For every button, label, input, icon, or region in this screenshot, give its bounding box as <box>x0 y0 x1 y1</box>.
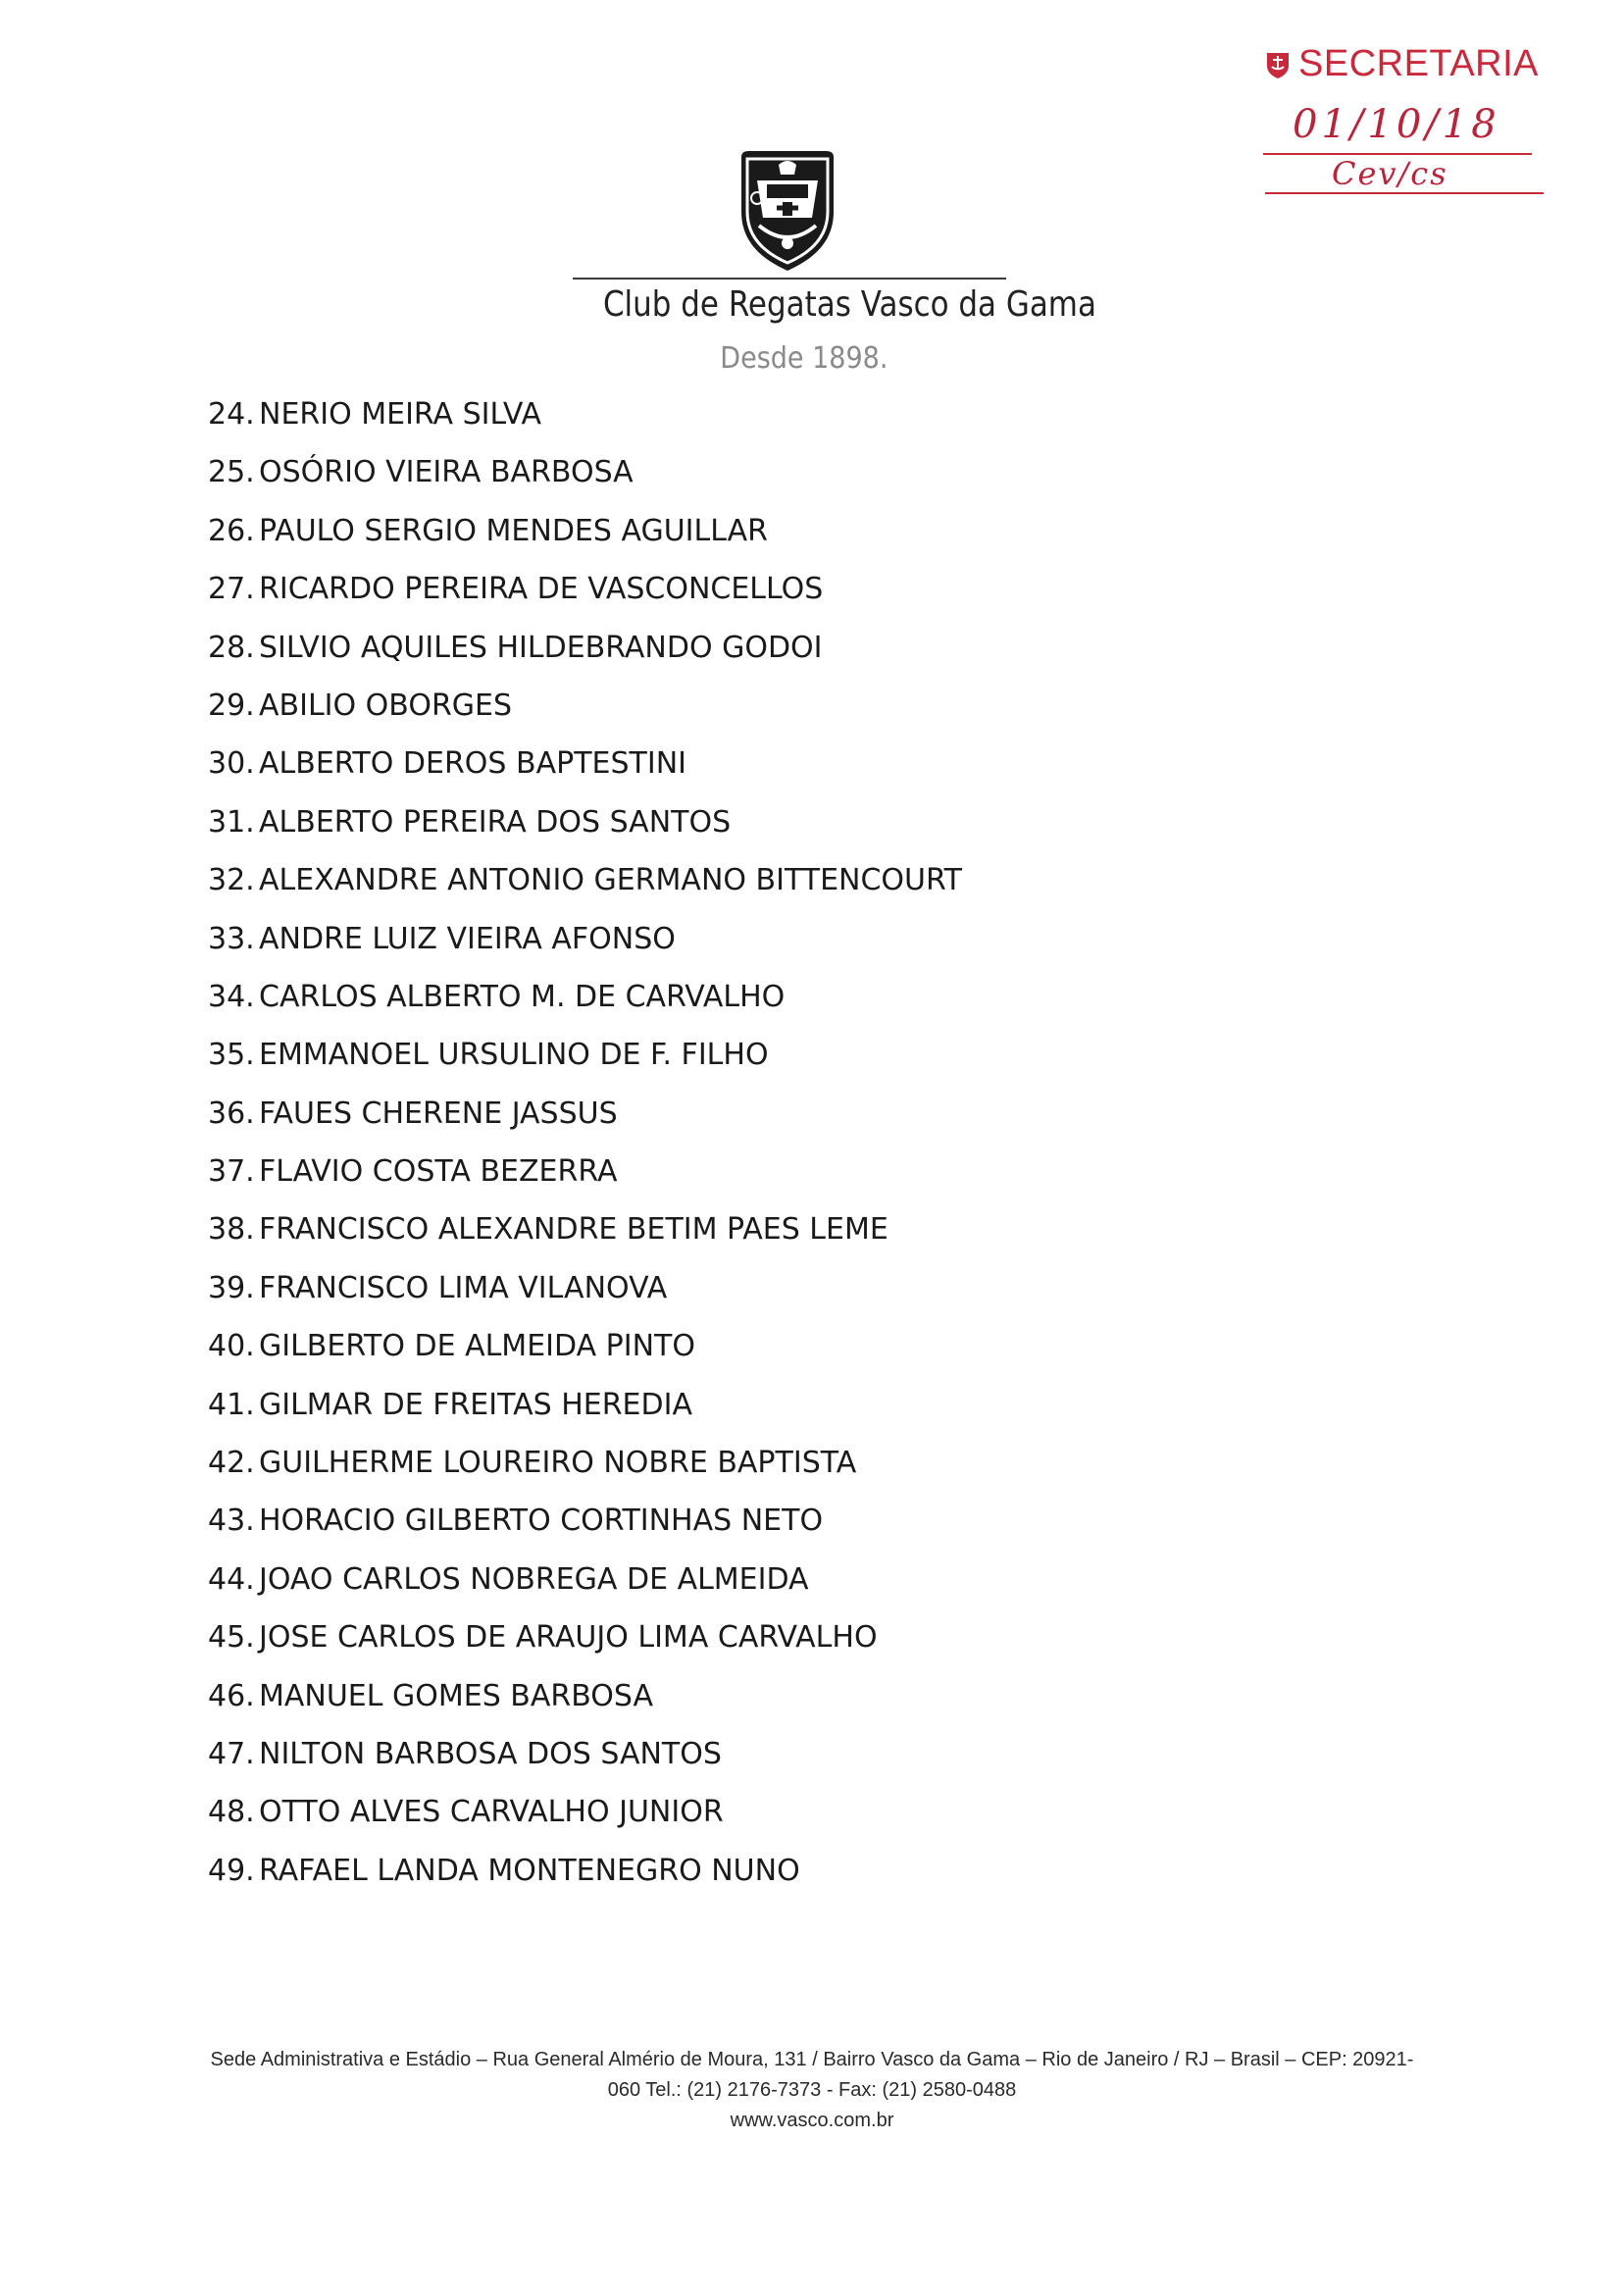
item-number: 45. <box>208 1620 255 1656</box>
list-item <box>208 798 962 856</box>
member-name: GUILHERME LOUREIRO NOBRE BAPTISTA <box>259 1446 857 1481</box>
list-item <box>208 1031 962 1089</box>
member-name: ALBERTO DEROS BAPTESTINI <box>259 746 686 782</box>
member-name: ALEXANDRE ANTONIO GERMANO BITTENCOURT <box>259 863 962 898</box>
crest-icon <box>1263 50 1293 79</box>
member-name: PAULO SERGIO MENDES AGUILLAR <box>259 513 768 548</box>
member-name: NERIO MEIRA SILVA <box>259 397 542 432</box>
member-name: EMMANOEL URSULINO DE F. FILHO <box>259 1038 769 1073</box>
footer-address: Sede Administrativa e Estádio – Rua General Almério de Moura, 131 / Bairro Vasco da Gama – Rio de Janeiro / RJ – Brasil – CEP: 20921- <box>210 2049 1414 2070</box>
item-number: 43. <box>208 1504 255 1539</box>
list-item <box>208 856 962 914</box>
member-name: SILVIO AQUILES HILDEBRANDO GODOI <box>259 630 823 665</box>
list-item <box>208 739 962 797</box>
club-name: Club de Regatas Vasco da Gama <box>602 284 1096 325</box>
list-item <box>208 1439 962 1497</box>
item-number: 46. <box>208 1678 255 1713</box>
member-name: FRANCISCO LIMA VILANOVA <box>259 1270 668 1305</box>
item-number: 39. <box>208 1270 255 1305</box>
member-name: GILBERTO DE ALMEIDA PINTO <box>259 1329 695 1364</box>
member-name: RICARDO PEREIRA DE VASCONCELLOS <box>259 572 824 607</box>
item-number: 36. <box>208 1096 255 1131</box>
list-item <box>208 565 962 623</box>
item-number: 34. <box>208 979 255 1014</box>
item-number: 29. <box>208 688 255 723</box>
item-number: 42. <box>208 1446 255 1481</box>
member-name: JOAO CARLOS NOBREGA DE ALMEIDA <box>259 1561 809 1597</box>
item-number: 26. <box>208 513 255 548</box>
page-footer <box>137 2045 1487 2136</box>
item-number: 28. <box>208 630 255 665</box>
list-item <box>208 1555 962 1613</box>
member-name: JOSE CARLOS DE ARAUJO LIMA CARVALHO <box>259 1620 878 1656</box>
member-name: MANUEL GOMES BARBOSA <box>259 1678 654 1713</box>
footer-contact: 060 Tel.: (21) 2176-7373 - Fax: (21) 2580-0488 <box>607 2079 1017 2101</box>
member-name: ABILIO OBORGES <box>259 688 513 723</box>
list-item <box>208 1788 962 1846</box>
list-item <box>208 1613 962 1671</box>
stamp-date: 01/10/18 <box>1293 102 1500 147</box>
item-number: 24. <box>208 397 255 432</box>
list-item <box>208 1264 962 1322</box>
member-name: FLAVIO COSTA BEZERRA <box>259 1154 618 1190</box>
list-item <box>208 1847 962 1905</box>
list-item <box>208 448 962 506</box>
member-list <box>208 390 962 1905</box>
member-name: CARLOS ALBERTO M. DE CARVALHO <box>259 979 786 1014</box>
item-number: 38. <box>208 1212 255 1248</box>
stamp-title <box>1263 43 1539 85</box>
member-name: FAUES CHERENE JASSUS <box>259 1096 618 1131</box>
stamp-initials: Cev/cs <box>1332 155 1448 192</box>
item-number: 40. <box>208 1329 255 1364</box>
stamp-title-text: SECRETARIA <box>1298 43 1540 84</box>
list-item <box>208 1205 962 1263</box>
footer-website: www.vasco.com.br <box>730 2110 894 2131</box>
list-item <box>208 1497 962 1555</box>
item-number: 49. <box>208 1853 255 1888</box>
list-item <box>208 390 962 448</box>
member-name: FRANCISCO ALEXANDRE BETIM PAES LEME <box>259 1212 888 1248</box>
list-item <box>208 1090 962 1147</box>
item-number: 35. <box>208 1038 255 1073</box>
stamp-line <box>1265 192 1544 194</box>
member-name: OTTO ALVES CARVALHO JUNIOR <box>259 1795 724 1830</box>
item-number: 27. <box>208 572 255 607</box>
item-number: 33. <box>208 921 255 956</box>
item-number: 32. <box>208 863 255 898</box>
member-name: ALBERTO PEREIRA DOS SANTOS <box>259 804 732 840</box>
club-since: Desde 1898. <box>720 341 888 376</box>
item-number: 25. <box>208 455 255 490</box>
list-item <box>208 1147 962 1205</box>
list-item <box>208 624 962 682</box>
list-item <box>208 915 962 973</box>
list-item <box>208 1381 962 1439</box>
club-crest-icon <box>737 147 837 273</box>
item-number: 47. <box>208 1736 255 1771</box>
item-number: 48. <box>208 1795 255 1830</box>
list-item <box>208 1672 962 1730</box>
item-number: 44. <box>208 1561 255 1597</box>
list-item <box>208 1730 962 1788</box>
list-item <box>208 973 962 1031</box>
item-number: 41. <box>208 1387 255 1422</box>
member-name: ANDRE LUIZ VIEIRA AFONSO <box>259 921 676 956</box>
header-divider <box>573 278 1006 280</box>
member-name: HORACIO GILBERTO CORTINHAS NETO <box>259 1504 824 1539</box>
item-number: 31. <box>208 804 255 840</box>
secretaria-stamp <box>1263 39 1548 192</box>
member-name: NILTON BARBOSA DOS SANTOS <box>259 1736 722 1771</box>
member-name: GILMAR DE FREITAS HEREDIA <box>259 1387 692 1422</box>
member-name: RAFAEL LANDA MONTENEGRO NUNO <box>259 1853 800 1888</box>
list-item <box>208 507 962 565</box>
list-item <box>208 682 962 739</box>
item-number: 37. <box>208 1154 255 1190</box>
member-name: OSÓRIO VIEIRA BARBOSA <box>259 455 634 490</box>
item-number: 30. <box>208 746 255 782</box>
list-item <box>208 1322 962 1380</box>
